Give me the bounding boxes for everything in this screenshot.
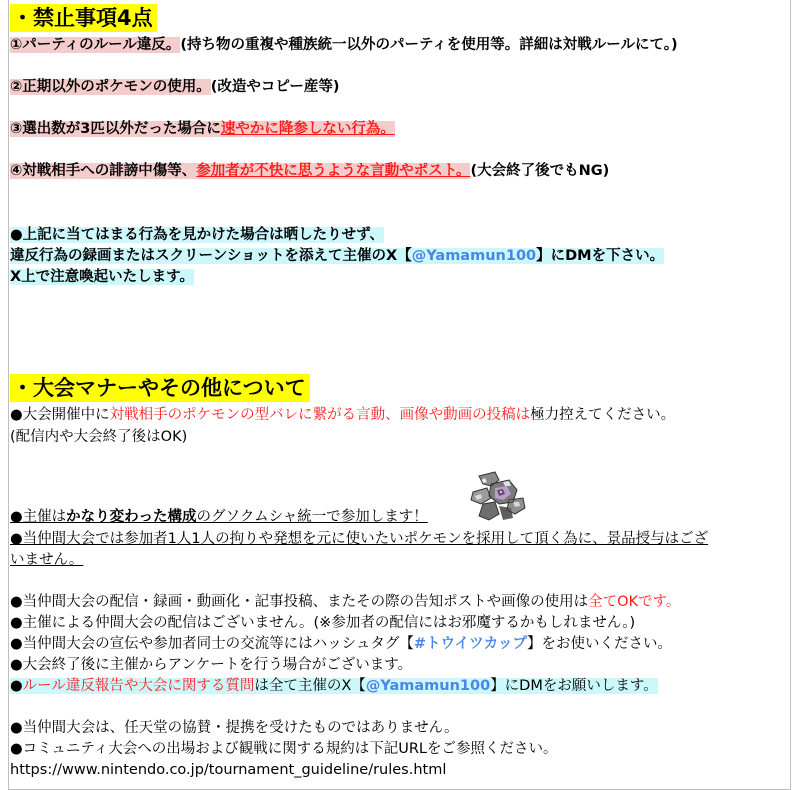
rule-4-note: (大会終了後でもNG) <box>470 163 610 179</box>
section-title-prohibited: ・禁止事項4点 <box>10 4 157 32</box>
notice-text-2b: 】にDMを下さい。 <box>536 248 665 264</box>
manner-10: ●当仲間大会は、任天堂の協賛・提携を受けたものではありません。 <box>10 720 459 736</box>
manner-5a: ●当仲間大会の配信・録画・動画化・記事投稿、またその際の告知ポストや画像の使用は <box>10 594 589 610</box>
manner-1c: 極力控えてください。 <box>530 407 676 423</box>
notice-line-2 <box>10 247 664 266</box>
rule-4 <box>10 162 609 181</box>
manner-2: (配信内や大会終了後はOK) <box>10 429 188 445</box>
rule-4-emphasis: 参加者が不快に思うような言動やポスト。 <box>196 163 471 179</box>
rule-2 <box>10 78 339 97</box>
hashtag-link[interactable]: #トウイツカップ <box>413 636 527 652</box>
rule-3-emphasis: 速やかに降参しない行為。 <box>220 121 395 137</box>
manner-9-emphasis: ルール違反報告や大会に関する質問 <box>22 678 255 694</box>
manner-3c: のグソクムシャ統一で参加します！ <box>196 509 428 525</box>
guideline-url-link[interactable]: https://www.nintendo.co.jp/tournament_guideline/rules.html <box>10 762 447 778</box>
notice-text-3: X上で注意喚起いたします。 <box>10 269 195 285</box>
rule-2-title: ②正期以外のポケモンの使用。 <box>10 79 211 95</box>
x-handle-link[interactable]: @Yamamun100 <box>411 248 537 264</box>
manner-3 <box>10 508 428 527</box>
manner-4a: ●当仲間大会では参加者1人1人の拘りや発想を元に使いたいポケモンを採用して頂く為に、景品授与はござ <box>10 531 709 547</box>
manner-3a: ●主催は <box>10 509 67 525</box>
manner-9d: 】にDMをお願いします。 <box>490 678 658 694</box>
notice-line-1 <box>10 226 384 245</box>
golisopod-sprite-icon <box>469 470 527 522</box>
rule-4-title: ④対戦相手への誹謗中傷等、 <box>10 163 197 179</box>
manner-5-emphasis: 全てOKです。 <box>588 594 681 610</box>
manner-7 <box>10 635 672 654</box>
notice-line-3 <box>10 268 194 287</box>
notice-text-2a: 違反行為の録画またはスクリーンショットを添えて主催のX【 <box>10 248 412 264</box>
rule-1-note: (持ち物の重複や種族統一以外のパーティを使用等。詳細は対戦ルールにて。) <box>180 37 678 53</box>
manner-5 <box>10 593 680 612</box>
manner-11: ●コミュニティ大会への出場および観戦に関する規約は下記URLをご参照ください。 <box>10 741 558 757</box>
manner-9a: ● <box>10 678 23 694</box>
section-title-manners: ・大会マナーやその他について <box>10 374 310 402</box>
rule-1 <box>10 36 678 55</box>
manner-1 <box>10 406 675 425</box>
rule-2-note: (改造やコピー産等) <box>210 79 340 95</box>
manner-4b: いません。 <box>10 552 84 568</box>
manner-9 <box>10 677 658 696</box>
manner-7a: ●当仲間大会の宣伝や参加者同士の交流等にはハッシュタグ【 <box>10 636 414 652</box>
rule-3 <box>10 120 395 139</box>
manner-8: ●大会終了後に主催からアンケートを行う場合がございます。 <box>10 657 413 673</box>
manner-1a: ●大会開催中に <box>10 407 110 423</box>
manner-6: ●主催による仲間大会の配信はございません。(※参加者の配信にはお邪魔するかもしれません。) <box>10 615 636 631</box>
notice-text-1: ●上記に当てはまる行為を見かけた場合は晒したりせず、 <box>10 227 384 243</box>
rule-3-title: ③選出数が3匹以外だった場合に <box>10 121 221 137</box>
manner-7b: 】をお使いください。 <box>526 636 672 652</box>
manner-1-emphasis: 対戦相手のポケモンの型バレに繋がる言動、画像や動画の投稿は <box>109 407 531 423</box>
rule-1-title: ①パーティのルール違反。 <box>10 37 181 53</box>
manner-3-emphasis: かなり変わった構成 <box>66 509 197 525</box>
manner-9c: は全て主催のX【 <box>254 678 366 694</box>
x-handle-link-2[interactable]: @Yamamun100 <box>365 678 491 694</box>
